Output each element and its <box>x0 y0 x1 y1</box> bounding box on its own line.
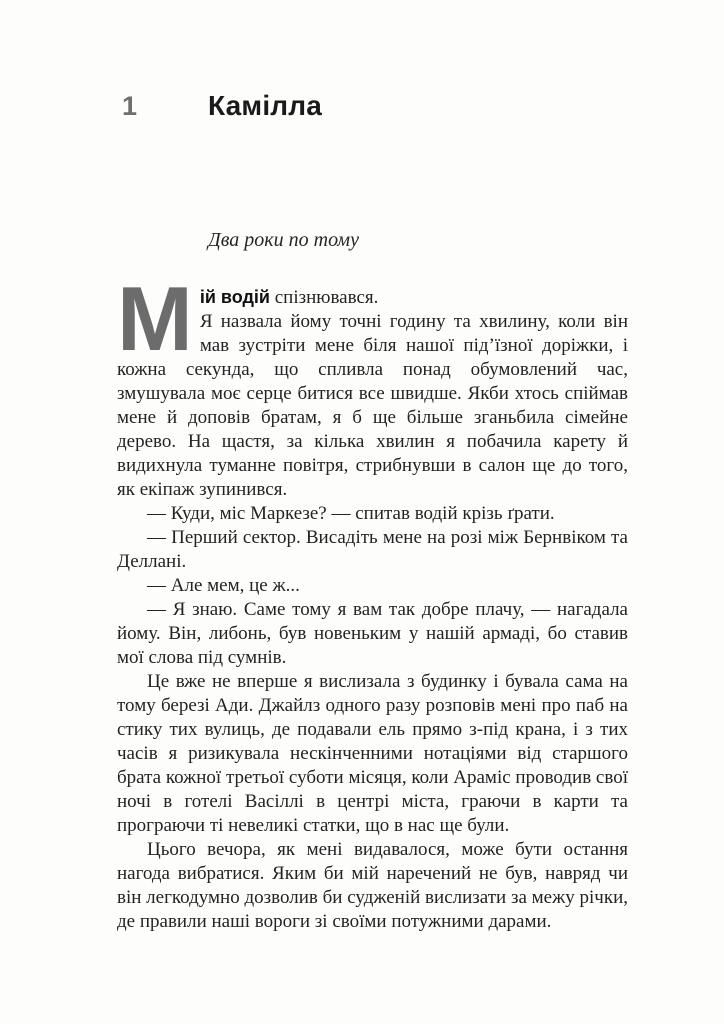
paragraph: Я назвала йому точні годину та хвилину, коли він мав зустріти мене біля нашої під’їзної доріжки, і кожна секунда, що спливла понад обумовлений час, змушувала моє серце битися все швидше. Якби хтось спіймав мене й доповів братам, я б ще більше зганьбила сімейне дерево. На щастя, за кілька хвилин я побачила карету й видихнула туманне повітря, стрибнувши в салон ще до того, як екіпаж зупинився. <box>117 311 628 500</box>
chapter-title: Камілла <box>208 90 323 121</box>
body-text <box>117 269 628 934</box>
paragraph: — Але мем, це ж... <box>147 575 300 596</box>
paragraph: — Я знаю. Саме тому я вам так добре плачу, — нагадала йому. Він, либонь, був новеньким у нашій армаді, бо ставив мої слова під сумнів. <box>117 599 628 668</box>
drop-cap: М <box>117 269 193 370</box>
chapter-header <box>122 90 322 122</box>
paragraph: — Куди, міс Маркезе? — спитав водій крізь ґрати. <box>147 503 555 524</box>
paragraph: ій водій спізнювався. <box>199 287 379 308</box>
epigraph: Два роки по тому <box>208 229 359 251</box>
paragraph: Цього вечора, як мені видавалося, може бути остання нагода вибратися. Яким би мій наречений не був, навряд чи він легкодумно дозволив би судженій вислизати за межу річки, де правили наші вороги зі своїми потужними дарами. <box>117 839 628 932</box>
paragraph: Це вже не вперше я вислизала з будинку і бувала сама на тому березі Ади. Джайлз одного разу розповів мені про паб на стику тих вулиць, де подавали ель прямо з-під крана, і з тих часів я ризикувала нескінченними нотаціями від старшого брата кожної третьої суботи місяця, коли Араміс проводив свої ночі в готелі Васіллі в центрі міста, граючи в карти та програючи ті невеликі статки, що в нас ще були. <box>117 671 628 836</box>
paragraph: — Перший сектор. Висадіть мене на розі між Бернвіком та Деллані. <box>117 527 628 572</box>
paragraph-lead-bold: ій водій <box>199 287 270 307</box>
chapter-number: 1 <box>122 91 138 121</box>
